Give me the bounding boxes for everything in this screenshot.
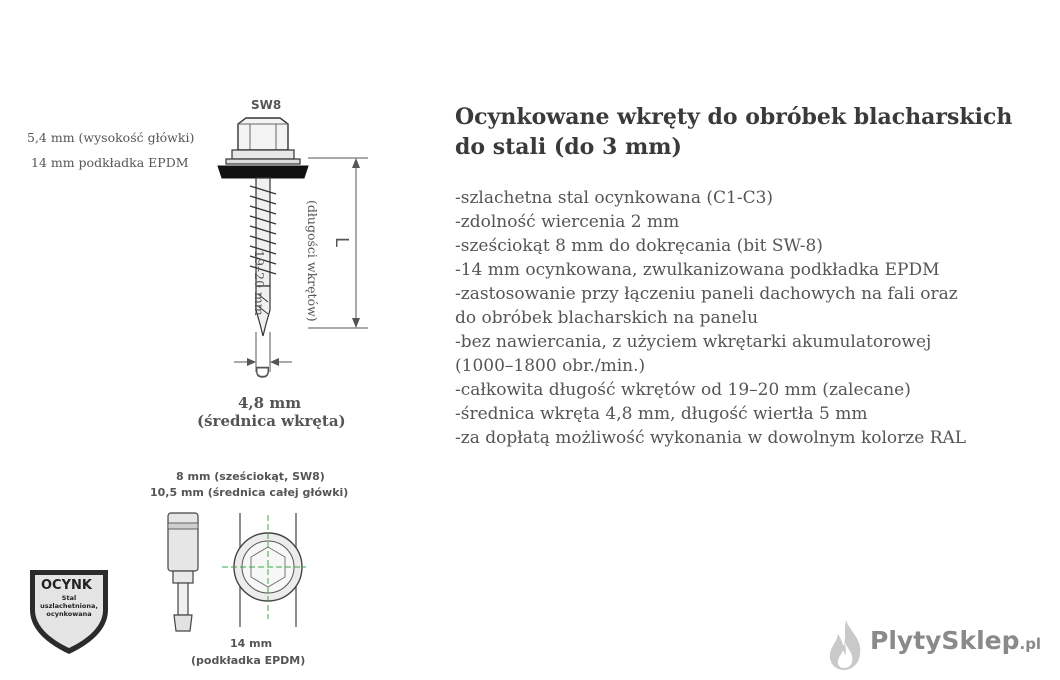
diameter-value-label: 4,8 mm xyxy=(238,394,302,412)
badge-subtitle-line2: ocynkowana xyxy=(46,610,92,618)
feature-item: do obróbek blacharskich na panelu xyxy=(455,308,759,328)
badge-subtitle-line1: Stal uszlachetniona, xyxy=(40,594,98,610)
head-size-label: SW8 xyxy=(251,98,282,112)
hex-size-label: 8 mm (sześciokąt, SW8) xyxy=(176,470,325,483)
feature-item: -zastosowanie przy łączeniu paneli dachowych na fali oraz xyxy=(455,284,958,304)
feature-item: -za dopłatą możliwość wykonania w dowolnym kolorze RAL xyxy=(455,428,967,448)
washer-note-label: (podkładka EPDM) xyxy=(191,654,306,667)
brand-suffix: .pl xyxy=(1019,635,1042,653)
head-height-label: 5,4 mm (wysokość główki) xyxy=(27,130,195,145)
feature-item: -bez nawiercania, z użyciem wkrętarki akumulatorowej xyxy=(455,332,932,352)
washer-label: 14 mm podkładka EPDM xyxy=(31,155,189,170)
feature-item: -14 mm ocynkowana, zwulkanizowana podkładka EPDM xyxy=(455,260,940,280)
feature-list xyxy=(455,186,1045,450)
screw-drawing xyxy=(200,110,400,390)
diameter-symbol: D xyxy=(251,365,272,379)
feature-item: -sześciokąt 8 mm do dokręcania (bit SW-8) xyxy=(455,236,823,256)
feature-item: -zdolność wiercenia 2 mm xyxy=(455,212,680,232)
flame-icon xyxy=(826,618,864,672)
diameter-note-label: (średnica wkręta) xyxy=(197,412,346,430)
length-range-label: 19–20 mm xyxy=(252,250,267,316)
feature-item: -średnica wkręta 4,8 mm, długość wiertła 5 mm xyxy=(455,404,868,424)
product-title-line1: Ocynkowane wkręty do obróbek blacharskich xyxy=(455,104,1013,130)
badge-subtitle xyxy=(32,594,106,618)
brand-logo[interactable] xyxy=(870,626,1041,655)
bit-drawing xyxy=(160,505,310,640)
product-title-line2: do stali (do 3 mm) xyxy=(455,134,682,160)
head-diameter-label: 10,5 mm (średnica całej główki) xyxy=(150,486,349,499)
length-symbol: L xyxy=(331,237,352,248)
brand-name: PlytySklep xyxy=(870,626,1020,655)
feature-item: -szlachetna stal ocynkowana (C1-C3) xyxy=(455,188,774,208)
length-note-label: (długości wkrętów) xyxy=(305,200,320,322)
feature-item: (1000–1800 obr./min.) xyxy=(455,356,646,376)
product-title xyxy=(455,102,1035,162)
badge-title: OCYNK xyxy=(41,578,92,593)
washer-size-label: 14 mm xyxy=(230,637,273,650)
feature-item: -całkowita długość wkrętów od 19–20 mm (zalecane) xyxy=(455,380,911,400)
